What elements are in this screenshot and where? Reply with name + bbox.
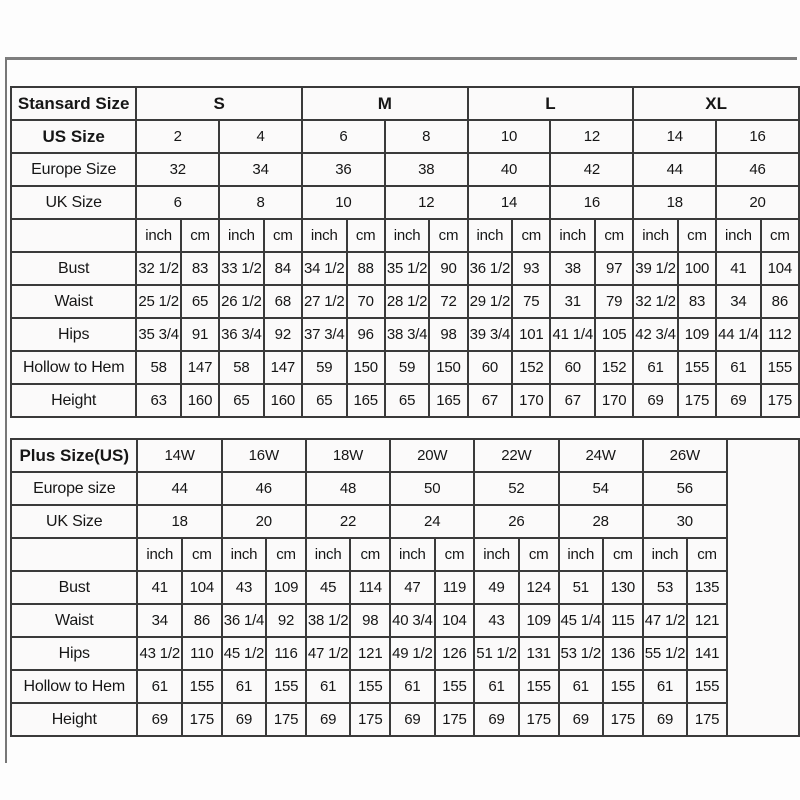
row-label-uk-size: UK Size — [11, 505, 137, 538]
unit-header-inch: inch — [222, 538, 267, 571]
measurement-value: 175 — [687, 703, 727, 736]
measurement-value: 175 — [350, 703, 390, 736]
measurement-value: 35 3/4 — [136, 318, 181, 351]
us-size-value: 10 — [468, 120, 551, 153]
measurement-value: 65 — [219, 384, 264, 417]
measurement-value: 67 — [468, 384, 513, 417]
europe-size-value: 40 — [468, 153, 551, 186]
uk-size-value: 18 — [633, 186, 716, 219]
measurement-value: 42 3/4 — [633, 318, 678, 351]
measurement-value: 44 1/4 — [716, 318, 761, 351]
measurement-value: 104 — [435, 604, 475, 637]
europe-size-value: 56 — [643, 472, 727, 505]
measurement-value: 105 — [595, 318, 633, 351]
row-label-europe-size: Europe size — [11, 472, 137, 505]
measurement-value: 155 — [687, 670, 727, 703]
size-group-xl: XL — [633, 87, 799, 120]
measurement-value: 49 — [474, 571, 519, 604]
measurement-value: 116 — [266, 637, 306, 670]
measurement-value: 31 — [550, 285, 595, 318]
measurement-value: 45 1/2 — [222, 637, 267, 670]
measurement-value: 69 — [137, 703, 182, 736]
row-label-bust: Bust — [11, 571, 137, 604]
measurement-value: 110 — [182, 637, 222, 670]
row-label-bust: Bust — [11, 252, 136, 285]
plus-size-value: 22W — [474, 439, 558, 472]
europe-size-value: 44 — [633, 153, 716, 186]
measurement-value: 69 — [306, 703, 351, 736]
measurement-value: 72 — [429, 285, 467, 318]
uk-size-value: 24 — [390, 505, 474, 538]
measurement-value: 147 — [181, 351, 219, 384]
measurement-value: 58 — [136, 351, 181, 384]
measurement-value: 67 — [550, 384, 595, 417]
measurement-value: 61 — [633, 351, 678, 384]
measurement-value: 38 — [550, 252, 595, 285]
measurement-value: 93 — [512, 252, 550, 285]
measurement-value: 41 1/4 — [550, 318, 595, 351]
measurement-value: 59 — [302, 351, 347, 384]
measurement-value: 69 — [559, 703, 604, 736]
measurement-value: 38 3/4 — [385, 318, 430, 351]
measurement-value: 79 — [595, 285, 633, 318]
measurement-value: 68 — [264, 285, 302, 318]
uk-size-value: 6 — [136, 186, 219, 219]
measurement-value: 39 3/4 — [468, 318, 513, 351]
unit-header-inch: inch — [385, 219, 430, 252]
measurement-value: 147 — [264, 351, 302, 384]
measurement-value: 86 — [182, 604, 222, 637]
europe-size-value: 52 — [474, 472, 558, 505]
uk-size-value: 12 — [385, 186, 468, 219]
measurement-value: 124 — [519, 571, 559, 604]
plus-size-table — [10, 438, 800, 737]
measurement-value: 61 — [474, 670, 519, 703]
measurement-value: 36 1/2 — [468, 252, 513, 285]
row-label-waist: Waist — [11, 285, 136, 318]
plus-size-value: 16W — [222, 439, 306, 472]
unit-header-inch: inch — [137, 538, 182, 571]
uk-size-value: 16 — [550, 186, 633, 219]
plus-size-value: 24W — [559, 439, 643, 472]
unit-header-cm: cm — [429, 219, 467, 252]
measurement-value: 100 — [678, 252, 716, 285]
measurement-value: 101 — [512, 318, 550, 351]
uk-size-value: 20 — [716, 186, 799, 219]
measurement-value: 126 — [435, 637, 475, 670]
uk-size-value: 28 — [559, 505, 643, 538]
measurement-value: 104 — [182, 571, 222, 604]
measurement-value: 27 1/2 — [302, 285, 347, 318]
measurement-value: 51 — [559, 571, 604, 604]
measurement-value: 90 — [429, 252, 467, 285]
measurement-value: 135 — [687, 571, 727, 604]
europe-size-value: 32 — [136, 153, 219, 186]
measurement-value: 59 — [385, 351, 430, 384]
measurement-value: 69 — [222, 703, 267, 736]
europe-size-value: 38 — [385, 153, 468, 186]
measurement-value: 131 — [519, 637, 559, 670]
measurement-value: 41 — [716, 252, 761, 285]
empty-right-cell — [727, 439, 799, 736]
measurement-value: 53 — [643, 571, 688, 604]
unit-header-inch: inch — [302, 219, 347, 252]
measurement-value: 175 — [435, 703, 475, 736]
measurement-value: 97 — [595, 252, 633, 285]
europe-size-value: 42 — [550, 153, 633, 186]
measurement-value: 53 1/2 — [559, 637, 604, 670]
measurement-value: 28 1/2 — [385, 285, 430, 318]
measurement-value: 43 — [474, 604, 519, 637]
measurement-value: 98 — [429, 318, 467, 351]
europe-size-value: 36 — [302, 153, 385, 186]
unit-header-inch: inch — [390, 538, 435, 571]
measurement-value: 155 — [182, 670, 222, 703]
europe-size-value: 34 — [219, 153, 302, 186]
measurement-value: 84 — [264, 252, 302, 285]
measurement-value: 34 1/2 — [302, 252, 347, 285]
measurement-value: 150 — [429, 351, 467, 384]
measurement-value: 165 — [347, 384, 385, 417]
measurement-value: 130 — [603, 571, 643, 604]
measurement-value: 69 — [643, 703, 688, 736]
measurement-value: 34 — [137, 604, 182, 637]
measurement-value: 175 — [678, 384, 716, 417]
europe-size-value: 46 — [716, 153, 799, 186]
uk-size-value: 22 — [306, 505, 390, 538]
measurement-value: 65 — [181, 285, 219, 318]
measurement-value: 155 — [519, 670, 559, 703]
unit-header-cm: cm — [678, 219, 716, 252]
measurement-value: 109 — [678, 318, 716, 351]
measurement-value: 160 — [181, 384, 219, 417]
measurement-value: 25 1/2 — [136, 285, 181, 318]
unit-header-cm: cm — [347, 219, 385, 252]
measurement-value: 29 1/2 — [468, 285, 513, 318]
measurement-value: 43 — [222, 571, 267, 604]
measurement-value: 170 — [512, 384, 550, 417]
row-label-hollow-to-hem: Hollow to Hem — [11, 351, 136, 384]
plus-size-header-label: Plus Size(US) — [11, 439, 137, 472]
uk-size-value: 26 — [474, 505, 558, 538]
measurement-value: 51 1/2 — [474, 637, 519, 670]
europe-size-value: 48 — [306, 472, 390, 505]
measurement-value: 92 — [264, 318, 302, 351]
measurement-value: 152 — [595, 351, 633, 384]
measurement-value: 75 — [512, 285, 550, 318]
europe-size-value: 44 — [137, 472, 221, 505]
measurement-value: 45 1/4 — [559, 604, 604, 637]
measurement-value: 65 — [385, 384, 430, 417]
measurement-value: 141 — [687, 637, 727, 670]
uk-size-value: 20 — [222, 505, 306, 538]
plus-size-value: 20W — [390, 439, 474, 472]
measurement-value: 160 — [264, 384, 302, 417]
measurement-value: 152 — [512, 351, 550, 384]
unit-header-cm: cm — [603, 538, 643, 571]
unit-header-inch: inch — [306, 538, 351, 571]
measurement-value: 43 1/2 — [137, 637, 182, 670]
empty-label-cell — [11, 538, 137, 571]
row-label-hips: Hips — [11, 318, 136, 351]
us-size-value: 6 — [302, 120, 385, 153]
unit-header-cm: cm — [761, 219, 799, 252]
measurement-value: 88 — [347, 252, 385, 285]
unit-header-cm: cm — [519, 538, 559, 571]
measurement-value: 155 — [678, 351, 716, 384]
measurement-value: 155 — [761, 351, 799, 384]
measurement-value: 61 — [559, 670, 604, 703]
measurement-value: 121 — [687, 604, 727, 637]
unit-header-cm: cm — [182, 538, 222, 571]
row-label-us-size: US Size — [11, 120, 136, 153]
measurement-value: 69 — [716, 384, 761, 417]
unit-header-inch: inch — [559, 538, 604, 571]
unit-header-cm: cm — [687, 538, 727, 571]
measurement-value: 175 — [266, 703, 306, 736]
measurement-value: 69 — [390, 703, 435, 736]
uk-size-value: 18 — [137, 505, 221, 538]
unit-header-inch: inch — [468, 219, 513, 252]
us-size-value: 2 — [136, 120, 219, 153]
measurement-value: 39 1/2 — [633, 252, 678, 285]
us-size-value: 12 — [550, 120, 633, 153]
plus-size-value: 18W — [306, 439, 390, 472]
measurement-value: 91 — [181, 318, 219, 351]
measurement-value: 92 — [266, 604, 306, 637]
europe-size-value: 54 — [559, 472, 643, 505]
unit-header-inch: inch — [474, 538, 519, 571]
unit-header-cm: cm — [181, 219, 219, 252]
unit-header-inch: inch — [643, 538, 688, 571]
measurement-value: 86 — [761, 285, 799, 318]
measurement-value: 37 3/4 — [302, 318, 347, 351]
measurement-value: 69 — [474, 703, 519, 736]
us-size-value: 4 — [219, 120, 302, 153]
measurement-value: 150 — [347, 351, 385, 384]
measurement-value: 98 — [350, 604, 390, 637]
unit-header-inch: inch — [716, 219, 761, 252]
measurement-value: 109 — [519, 604, 559, 637]
measurement-value: 112 — [761, 318, 799, 351]
measurement-value: 60 — [468, 351, 513, 384]
measurement-value: 60 — [550, 351, 595, 384]
row-label-waist: Waist — [11, 604, 137, 637]
measurement-value: 61 — [137, 670, 182, 703]
plus-size-value: 26W — [643, 439, 727, 472]
row-label-height: Height — [11, 384, 136, 417]
unit-header-inch: inch — [633, 219, 678, 252]
measurement-value: 155 — [350, 670, 390, 703]
measurement-value: 65 — [302, 384, 347, 417]
unit-header-cm: cm — [512, 219, 550, 252]
measurement-value: 70 — [347, 285, 385, 318]
unit-header-cm: cm — [264, 219, 302, 252]
measurement-value: 36 1/4 — [222, 604, 267, 637]
unit-header-inch: inch — [136, 219, 181, 252]
measurement-value: 58 — [219, 351, 264, 384]
measurement-value: 32 1/2 — [136, 252, 181, 285]
us-size-value: 14 — [633, 120, 716, 153]
measurement-value: 49 1/2 — [390, 637, 435, 670]
measurement-value: 38 1/2 — [306, 604, 351, 637]
measurement-value: 115 — [603, 604, 643, 637]
measurement-value: 41 — [137, 571, 182, 604]
us-size-value: 8 — [385, 120, 468, 153]
measurement-value: 83 — [678, 285, 716, 318]
measurement-value: 47 — [390, 571, 435, 604]
measurement-value: 61 — [643, 670, 688, 703]
uk-size-value: 14 — [468, 186, 551, 219]
measurement-value: 40 3/4 — [390, 604, 435, 637]
unit-header-cm: cm — [266, 538, 306, 571]
uk-size-value: 8 — [219, 186, 302, 219]
unit-header-cm: cm — [435, 538, 475, 571]
measurement-value: 61 — [716, 351, 761, 384]
measurement-value: 114 — [350, 571, 390, 604]
standard-size-table — [10, 86, 800, 418]
row-label-hollow-to-hem: Hollow to Hem — [11, 670, 137, 703]
plus-size-value: 14W — [137, 439, 221, 472]
measurement-value: 34 — [716, 285, 761, 318]
measurement-value: 96 — [347, 318, 385, 351]
measurement-value: 165 — [429, 384, 467, 417]
row-label-hips: Hips — [11, 637, 137, 670]
unit-header-inch: inch — [219, 219, 264, 252]
empty-label-cell — [11, 219, 136, 252]
measurement-value: 47 1/2 — [643, 604, 688, 637]
unit-header-inch: inch — [550, 219, 595, 252]
uk-size-value: 10 — [302, 186, 385, 219]
europe-size-value: 50 — [390, 472, 474, 505]
measurement-value: 33 1/2 — [219, 252, 264, 285]
standard-size-header-label: Stansard Size — [11, 87, 136, 120]
us-size-value: 16 — [716, 120, 799, 153]
row-label-europe-size: Europe Size — [11, 153, 136, 186]
measurement-value: 36 3/4 — [219, 318, 264, 351]
measurement-value: 104 — [761, 252, 799, 285]
unit-header-cm: cm — [595, 219, 633, 252]
measurement-value: 119 — [435, 571, 475, 604]
measurement-value: 35 1/2 — [385, 252, 430, 285]
measurement-value: 175 — [182, 703, 222, 736]
europe-size-value: 46 — [222, 472, 306, 505]
measurement-value: 175 — [519, 703, 559, 736]
measurement-value: 155 — [266, 670, 306, 703]
measurement-value: 55 1/2 — [643, 637, 688, 670]
measurement-value: 61 — [306, 670, 351, 703]
measurement-value: 32 1/2 — [633, 285, 678, 318]
measurement-value: 47 1/2 — [306, 637, 351, 670]
measurement-value: 175 — [603, 703, 643, 736]
measurement-value: 69 — [633, 384, 678, 417]
measurement-value: 61 — [390, 670, 435, 703]
measurement-value: 136 — [603, 637, 643, 670]
measurement-value: 155 — [435, 670, 475, 703]
row-label-height: Height — [11, 703, 137, 736]
measurement-value: 175 — [761, 384, 799, 417]
size-group-l: L — [468, 87, 634, 120]
measurement-value: 109 — [266, 571, 306, 604]
measurement-value: 83 — [181, 252, 219, 285]
size-group-s: S — [136, 87, 302, 120]
measurement-value: 61 — [222, 670, 267, 703]
row-label-uk-size: UK Size — [11, 186, 136, 219]
unit-header-cm: cm — [350, 538, 390, 571]
measurement-value: 155 — [603, 670, 643, 703]
measurement-value: 121 — [350, 637, 390, 670]
uk-size-value: 30 — [643, 505, 727, 538]
measurement-value: 63 — [136, 384, 181, 417]
measurement-value: 170 — [595, 384, 633, 417]
measurement-value: 26 1/2 — [219, 285, 264, 318]
measurement-value: 45 — [306, 571, 351, 604]
size-group-m: M — [302, 87, 468, 120]
